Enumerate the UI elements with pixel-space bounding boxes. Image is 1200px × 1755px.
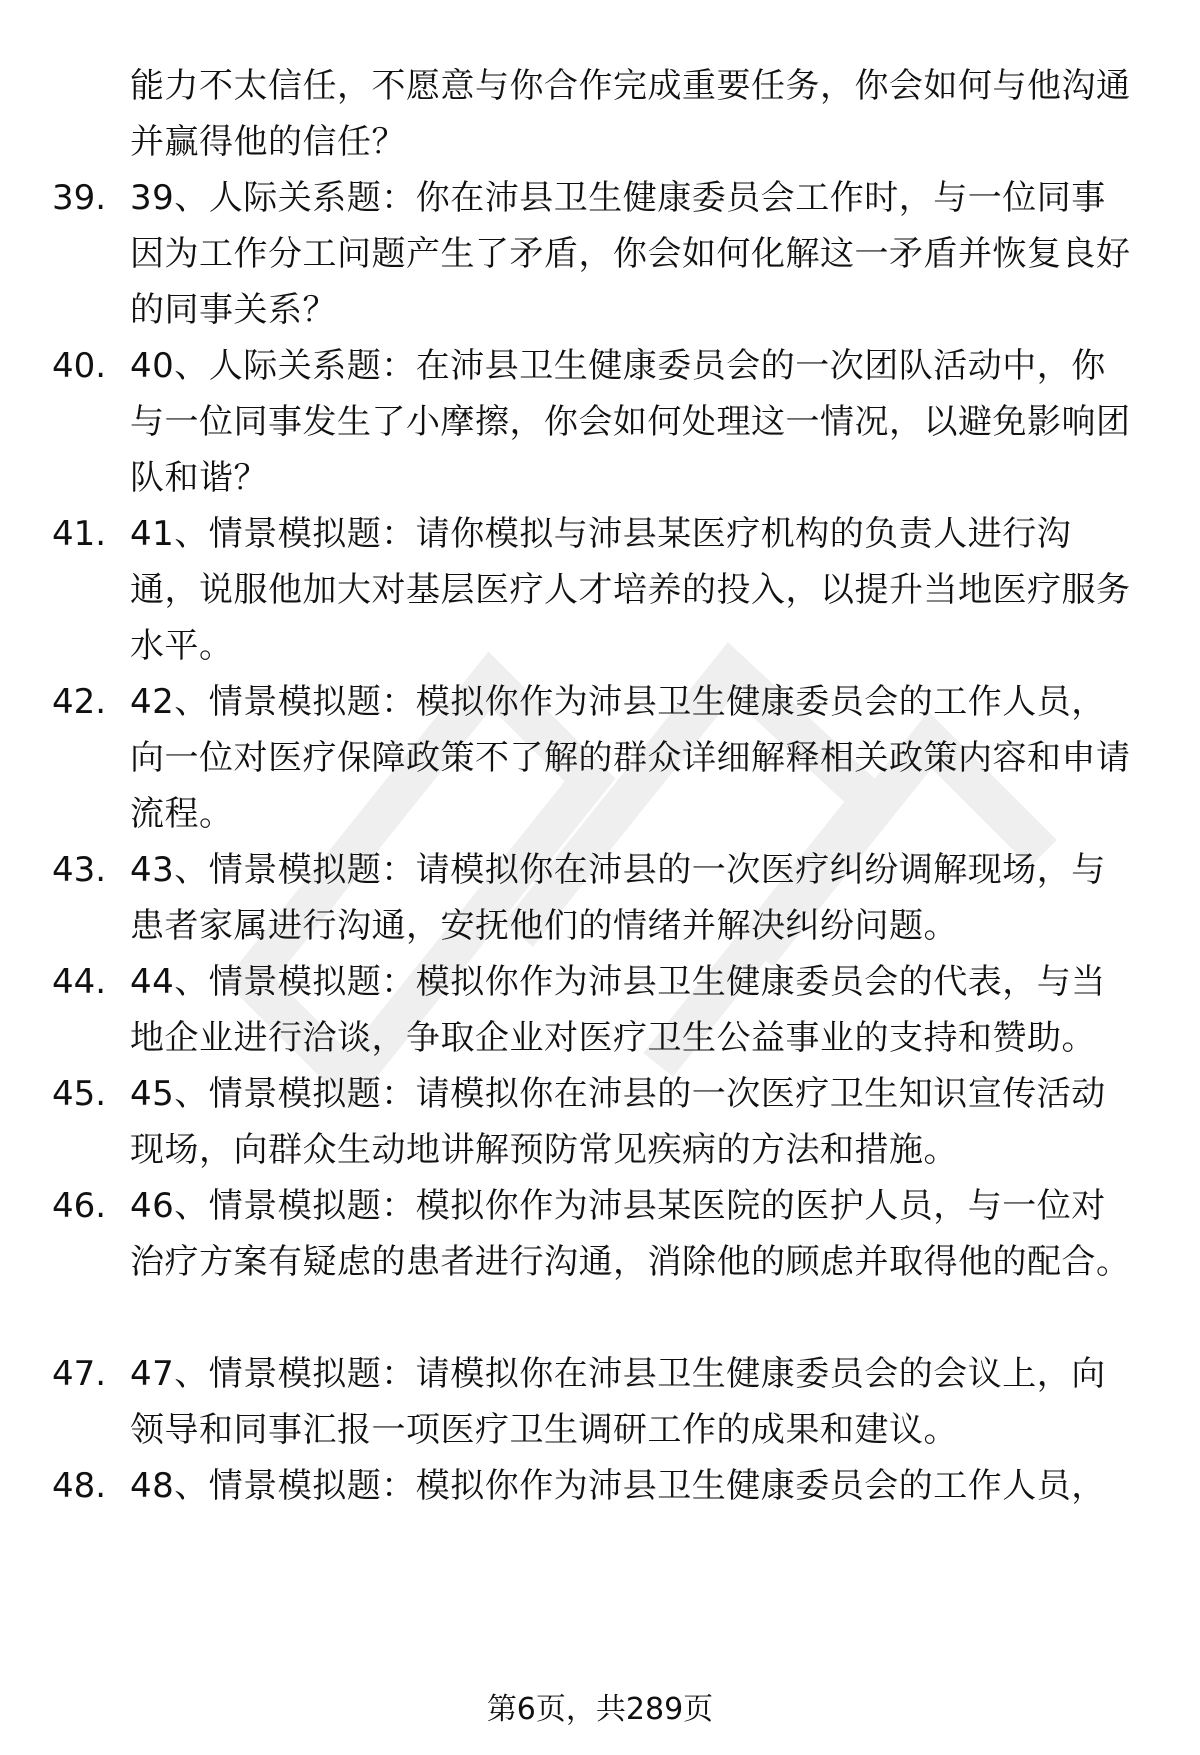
question-number: 40. (52, 346, 107, 386)
question-text: 43、情景模拟题：请模拟你在沛县的一次医疗纠纷调解现场，与患者家属进行沟通，安抚他们的情绪并解决纠纷问题。 (130, 850, 1106, 946)
question-text: 45、情景模拟题：请模拟你在沛县的一次医疗卫生知识宣传活动现场，向群众生动地讲解预防常见疾病的方法和措施。 (130, 1074, 1106, 1170)
question-text: 48、情景模拟题：模拟你作为沛县卫生健康委员会的工作人员， (130, 1466, 1106, 1506)
question-text: 44、情景模拟题：模拟你作为沛县卫生健康委员会的代表，与当地企业进行洽谈，争取企业对医疗卫生公益事业的支持和赞助。 (130, 962, 1106, 1058)
question-number: 45. (52, 1074, 107, 1114)
question-text: 41、情景模拟题：请你模拟与沛县某医疗机构的负责人进行沟通，说服他加大对基层医疗人才培养的投入，以提升当地医疗服务水平。 (130, 514, 1131, 666)
page-footer: 第6页，共289页 (486, 1692, 714, 1727)
question-number: 44. (52, 962, 107, 1002)
question-number: 43. (52, 850, 107, 890)
question-number: 39. (52, 178, 107, 218)
question-text: 46、情景模拟题：模拟你作为沛县某医院的医护人员，与一位对治疗方案有疑虑的患者进行沟通，消除他的顾虑并取得他的配合。 (130, 1186, 1131, 1282)
question-number: 41. (52, 514, 107, 554)
question-text: 47、情景模拟题：请模拟你在沛县卫生健康委员会的会议上，向领导和同事汇报一项医疗卫生调研工作的成果和建议。 (130, 1354, 1106, 1450)
question-text: 40、人际关系题：在沛县卫生健康委员会的一次团队活动中，你与一位同事发生了小摩擦，你会如何处理这一情况，以避免影响团队和谐？ (130, 346, 1131, 498)
question-text: 42、情景模拟题：模拟你作为沛县卫生健康委员会的工作人员，向一位对医疗保障政策不了解的群众详细解释相关政策内容和申请流程。 (130, 682, 1131, 834)
question-number: 48. (52, 1466, 107, 1506)
question-number: 46. (52, 1186, 107, 1226)
question-number: 42. (52, 682, 107, 722)
question-38-continuation: 能力不太信任，不愿意与你合作完成重要任务，你会如何与他沟通并赢得他的信任？ (130, 66, 1131, 162)
question-number: 47. (52, 1354, 107, 1394)
question-text: 39、人际关系题：你在沛县卫生健康委员会工作时，与一位同事因为工作分工问题产生了矛盾，你会如何化解这一矛盾并恢复良好的同事关系？ (130, 178, 1131, 330)
